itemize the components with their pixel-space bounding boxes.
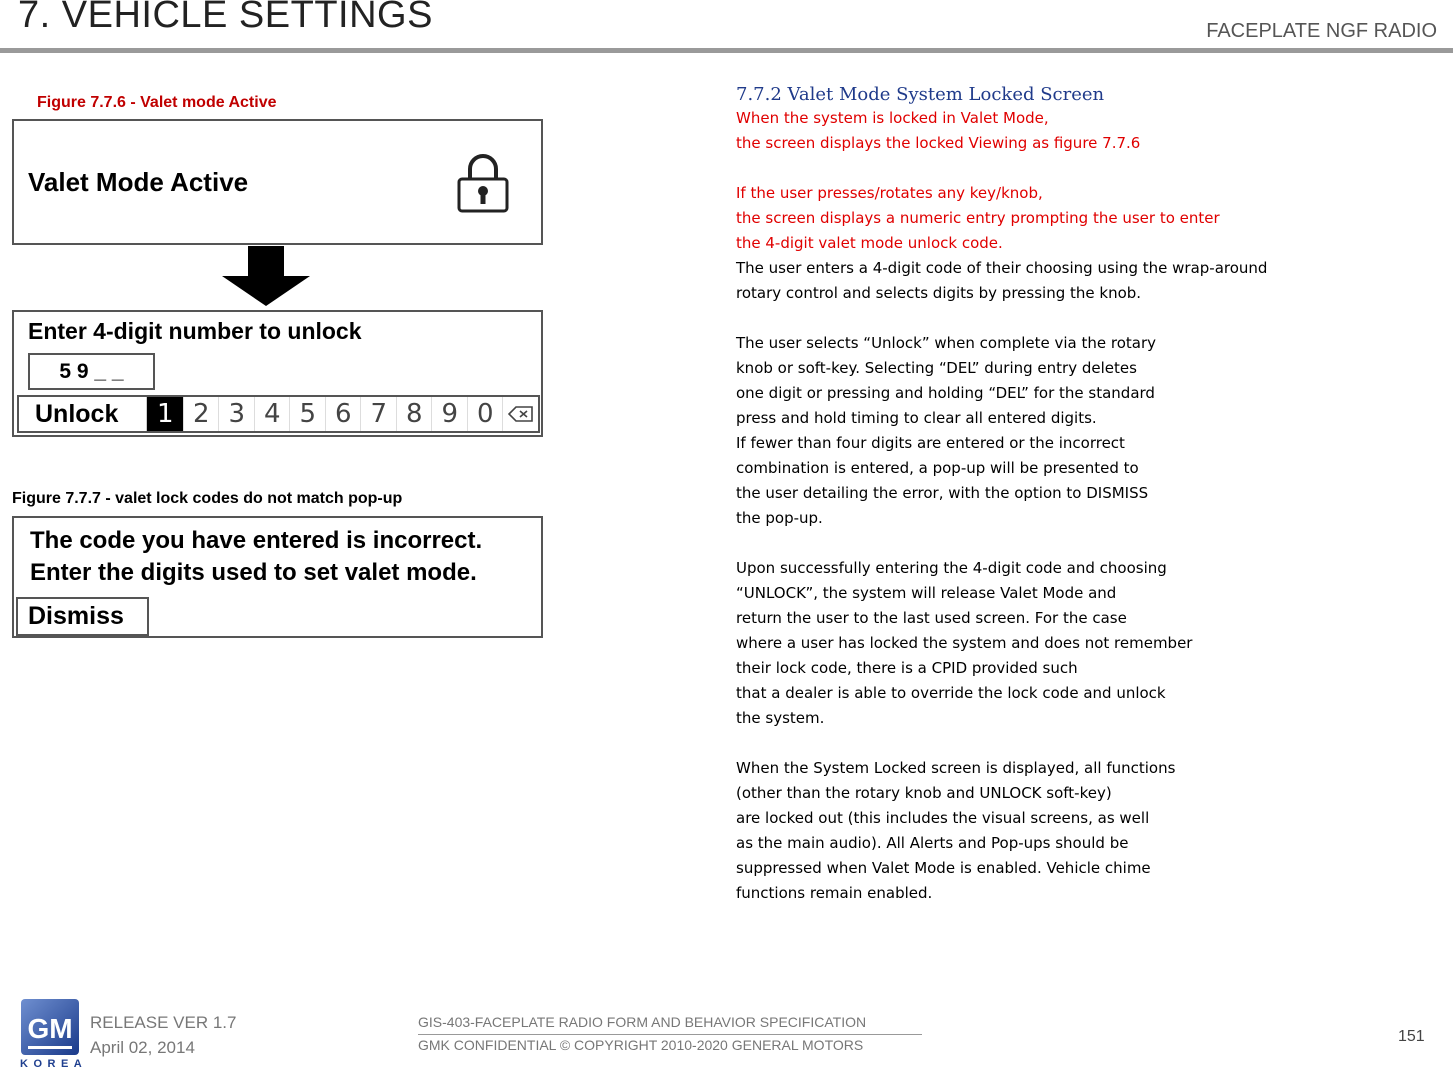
valet-mode-title: Valet Mode Active — [28, 167, 249, 197]
digit-key-8[interactable]: 8 — [396, 397, 432, 431]
body-text-line: suppressed when Valet Mode is enabled. Vehicle chime — [736, 859, 1151, 877]
down-arrow-icon — [220, 246, 312, 308]
digit-key-9[interactable]: 9 — [431, 397, 467, 431]
gm-logo — [20, 998, 80, 1056]
body-text-line: where a user has locked the system and does not remember — [736, 634, 1193, 652]
padlock-icon — [454, 149, 512, 215]
chapter-title: 7. VEHICLE SETTINGS — [18, 0, 433, 36]
digit-key-4[interactable]: 4 — [254, 397, 290, 431]
body-text-line: If the user presses/rotates any key/knob, — [736, 184, 1043, 202]
body-text-line: return the user to the last used screen. For the case — [736, 609, 1127, 627]
body-text-blank — [736, 306, 1436, 331]
body-text-line: the screen displays the locked Viewing as figure 7.7.6 — [736, 134, 1141, 152]
unlock-button[interactable]: Unlock — [19, 397, 147, 431]
release-version: RELEASE VER 1.7 — [90, 1013, 237, 1032]
gm-korea-text: KOREA — [20, 1058, 88, 1070]
body-text-line: When the system is locked in Valet Mode, — [736, 109, 1049, 127]
entered-code-field[interactable]: 5 9 _ _ — [28, 353, 155, 390]
body-text-line: are locked out (this includes the visual screens, as well — [736, 809, 1150, 827]
body-text-line: knob or soft-key. Selecting “DEL” during entry deletes — [736, 359, 1137, 377]
body-text-line: one digit or pressing and holding “DEL” for the standard — [736, 384, 1155, 402]
body-text-line: “UNLOCK”, the system will release Valet Mode and — [736, 584, 1117, 602]
confidential-notice: GMK CONFIDENTIAL © COPYRIGHT 2010-2020 GENERAL MOTORS — [418, 1037, 864, 1053]
release-date: April 02, 2014 — [90, 1038, 195, 1057]
digit-key-3[interactable]: 3 — [218, 397, 254, 431]
header-rule — [0, 48, 1453, 53]
entry-prompt: Enter 4-digit number to unlock — [28, 318, 362, 344]
figure-776-caption: Figure 7.7.6 - Valet mode Active — [37, 94, 277, 111]
body-text-line: the system. — [736, 709, 825, 727]
dismiss-button[interactable]: Dismiss — [16, 597, 149, 636]
gm-logo-text: GM — [27, 1013, 73, 1044]
digit-key-5[interactable]: 5 — [289, 397, 325, 431]
digit-keypad — [17, 395, 540, 433]
backspace-icon[interactable] — [502, 397, 538, 431]
body-text-line: Upon successfully entering the 4-digit code and choosing — [736, 559, 1167, 577]
body-text-line: the pop-up. — [736, 509, 823, 527]
body-text-line: If fewer than four digits are entered or the incorrect — [736, 434, 1125, 452]
digit-row — [147, 397, 502, 431]
document-reference: GIS-403-FACEPLATE RADIO FORM AND BEHAVIOR SPECIFICATION — [418, 1014, 867, 1030]
body-text-line: (other than the rotary knob and UNLOCK soft-key) — [736, 784, 1112, 802]
digit-key-1[interactable]: 1 — [147, 397, 183, 431]
popup-message-line2: Enter the digits used to set valet mode. — [30, 559, 477, 586]
body-text-blank — [736, 531, 1436, 556]
body-text-line: The user enters a 4-digit code of their choosing using the wrap-around — [736, 259, 1268, 277]
body-text-line: When the System Locked screen is displayed, all functions — [736, 759, 1176, 777]
valet-mode-active-screen — [12, 119, 543, 245]
digit-key-7[interactable]: 7 — [360, 397, 396, 431]
body-text-line: the user detailing the error, with the option to DISMISS — [736, 484, 1149, 502]
body-text-line: as the main audio). All Alerts and Pop-ups should be — [736, 834, 1129, 852]
figure-777-caption: Figure 7.7.7 - valet lock codes do not match pop-up — [12, 490, 403, 507]
release-info — [90, 1010, 236, 1060]
digit-key-6[interactable]: 6 — [325, 397, 361, 431]
body-text-line: that a dealer is able to override the lock code and unlock — [736, 684, 1166, 702]
body-text-line: the screen displays a numeric entry prompting the user to enter — [736, 209, 1220, 227]
body-text-line: combination is entered, a pop-up will be presented to — [736, 459, 1139, 477]
digit-key-2[interactable]: 2 — [183, 397, 219, 431]
digit-key-0[interactable]: 0 — [467, 397, 503, 431]
product-name: FACEPLATE NGF RADIO — [1206, 20, 1437, 42]
page-number: 151 — [1398, 1028, 1425, 1045]
body-text-blank — [736, 731, 1436, 756]
body-text-blank — [736, 156, 1436, 181]
code-mismatch-popup — [12, 516, 543, 638]
section-body — [736, 106, 1436, 906]
footer-rule — [418, 1034, 922, 1035]
unlock-entry-screen — [12, 310, 543, 437]
popup-message-line1: The code you have entered is incorrect. — [30, 527, 483, 554]
section-heading: 7.7.2 Valet Mode System Locked Screen — [736, 84, 1105, 105]
body-text-line: functions remain enabled. — [736, 884, 933, 902]
body-text-line: press and hold timing to clear all entered digits. — [736, 409, 1097, 427]
body-text-line: rotary control and selects digits by pressing the knob. — [736, 284, 1142, 302]
body-text-line: The user selects “Unlock” when complete via the rotary — [736, 334, 1157, 352]
body-text-line: the 4-digit valet mode unlock code. — [736, 234, 1003, 252]
body-text-line: their lock code, there is a CPID provided such — [736, 659, 1078, 677]
